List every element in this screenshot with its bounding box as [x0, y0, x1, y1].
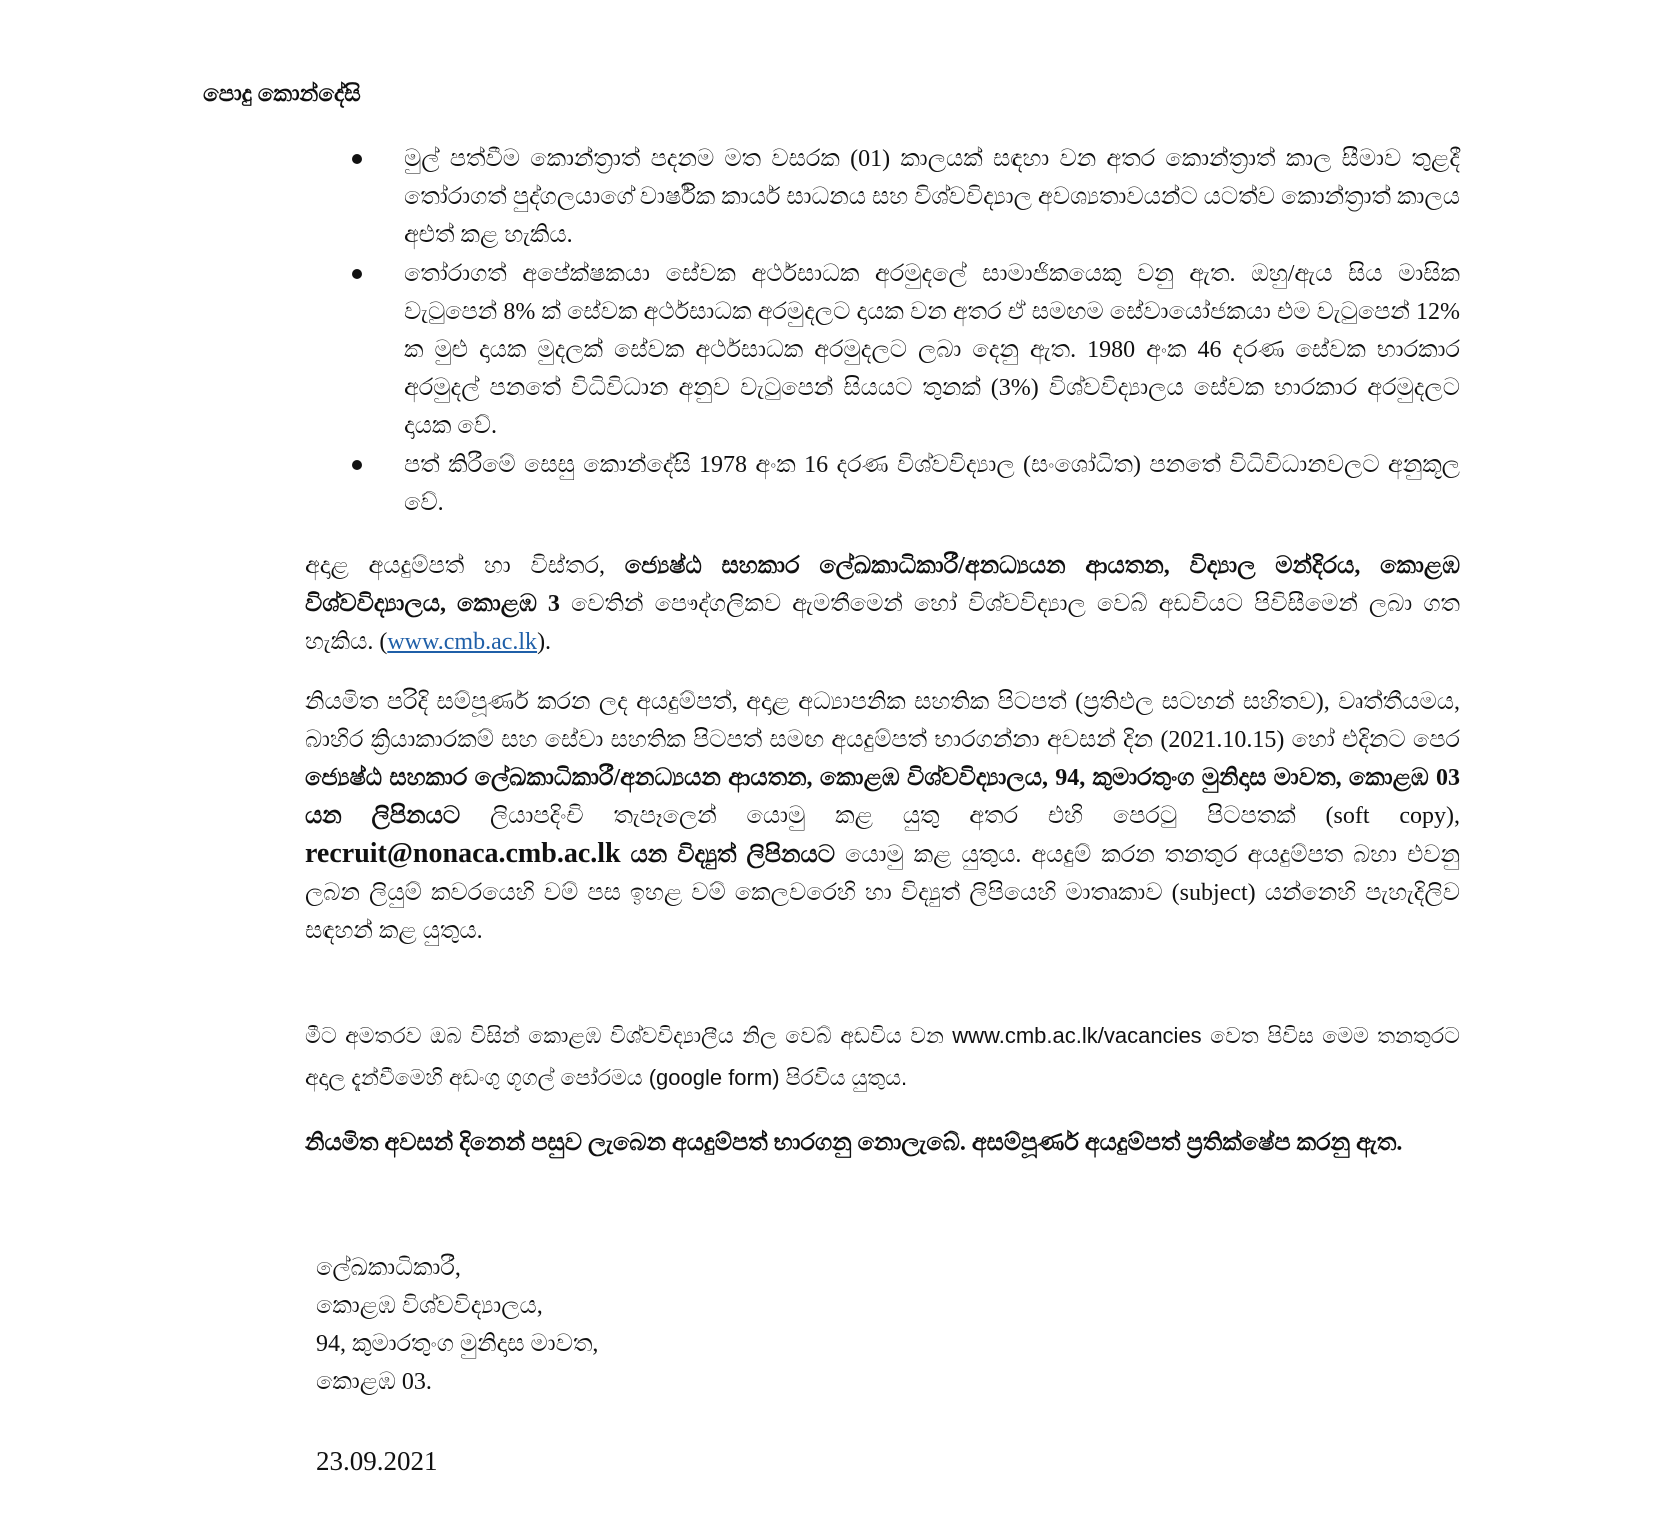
application-text: නියමිත පරිදි සම්පූර්ණ කරන ලද අයදුම්පත්, අදාළ අධ්‍යාපනික සහතික පිටපත් (ප්‍රතිඵල සටහන් සහිතව), වෘත්තීයමය, බාහිර ක්‍රියාකාරකම් සහ සේවා සහතික පිටපත් සමඟ අයදුම්පත් භාරගන්නා අවසන් දින (2021.10.15) හෝ එදිනට පෙර: [305, 689, 1460, 753]
condition-text: මුල් පත්වීම කොන්ත්‍රාත් පදනම මත වසරක (01) කාලයක් සඳහා වන අතර කොන්ත්‍රාත් කාල සීමාව තුළදී තෝරාගත් පුද්ගලයාගේ වාර්ෂික කාර්ය සාධනය සහ විශ්වවිද්‍යාල අවශ්‍යතාවයන්ට යටත්ව කොන්ත්‍රාත් කාලය අළුත් කළ හැකිය.: [404, 146, 1460, 248]
details-text: ).: [537, 629, 552, 655]
email-label: යන විද්‍යුත් ලිපිනයට: [620, 842, 836, 868]
address-line: 94, කුමාරතුංග මුනිදාස මාවත,: [316, 1331, 599, 1357]
condition-item: [352, 255, 1460, 445]
signature-address: [316, 1249, 598, 1401]
application-paragraph: [305, 683, 1460, 950]
application-text: ලියාපදිංචි තැපෑලෙන් යොමු කළ යුතු අතර එහි පෙරටු පිටපතක් (soft copy),: [460, 803, 1460, 829]
application-address: ජ්‍යෙෂ්ඨ සහකාර ලේඛකාධිකාරී/අනධ්‍යයන ආයතන, කොළඹ විශ්වවිද්‍යාලය, 94, කුමාරතුංග මුනිදාස මාවත, කොළඹ 03 යන ලිපිනයට: [305, 765, 1460, 829]
condition-item: [352, 140, 1460, 254]
details-office: ජ්‍යෙෂ්ඨ සහකාර ලේඛකාධිකාරී/අනධ්‍යයන ආයතන, විද්‍යාල මන්දිරය, කොළඹ විශ්වවිද්‍යාලය, කොළඹ 3: [305, 553, 1460, 617]
application-text: යොමු කළ යුතුය. අයදුම් කරන තනතුර අයදුම්පත බහා එවනු ලබන ලියුම් කවරයෙහි වම් පස ඉහළ වම් කෙලවරෙහි හා විද්‍යුත් ලිපියෙහි මාතෘකාව (subject) යන්නෙහි පැහැදිලිව සඳහන් කළ යුතුය.: [305, 842, 1460, 944]
bullet-icon: [352, 269, 362, 279]
bullet-icon: [352, 460, 362, 470]
address-line: කොළඹ විශ්වවිද්‍යාලය,: [316, 1293, 543, 1319]
document-date: 23.09.2021: [316, 1446, 438, 1476]
condition-text: පත් කිරීමේ සෙසු කොන්දේසි 1978 අංක 16 දරණ විශ්වවිද්‍යාල (සංශෝධිත) පනතේ විධිවිධානවලට අනුකූල වේ.: [404, 452, 1460, 516]
address-line: කොළඹ 03.: [316, 1369, 432, 1395]
details-text: අදාළ අයදුම්පත් හා විස්තර,: [305, 553, 625, 579]
website-link[interactable]: www.cmb.ac.lk: [387, 629, 538, 655]
conditions-list: [352, 140, 1460, 523]
condition-item: [352, 446, 1460, 522]
address-line: ලේඛකාධිකාරී,: [316, 1255, 461, 1281]
condition-text: තෝරාගත් අපේක්ෂකයා සේවක අර්ථසාධක අරමුදලේ සාමාජිකයෙකු වනු ඇත. ඔහු/ඇය සිය මාසික වැටුපෙන් 8% ක් සේවක අර්ථසාධක අරමුදලට දායක වන අතර ඒ සමඟම සේවායෝජකයා එම වැටුපෙන් 12% ක මුළු දායක මුදලක් සේවක අර්ථසාධක අරමුදලට ලබා දෙනු ඇත. 1980 අංක 46 දරණ සේවක භාරකාර අරමුදල් පනතේ විධිවිධාන අනුව වැටුපෙන් සියයට තුනක් (3%) විශ්වවිද්‍යාලය සේවක භාරකාර අරමුදලට දායක වේ.: [404, 261, 1460, 439]
recruit-email[interactable]: recruit@nonaca.cmb.ac.lk: [305, 838, 621, 869]
deadline-notice: නියමිත අවසන් දිනෙන් පසුව ලැබෙන අයදුම්පත් භාරගනු නොලැබේ. අසම්පූර්ණ අයදුම්පත් ප්‍රතික්ෂේප කරනු ඇත.: [305, 1130, 1403, 1156]
google-form-paragraph: මීට අමතරව ඔබ විසින් කොළඹ විශ්වවිද්‍යාලීය නිල වෙබ් අඩවිය වන www.cmb.ac.lk/vacancies වෙත පිවිස මෙම තනතුරට අදාල දැන්වීමෙහි අඩංගු ගූගල් පෝරමය (google form) පිරවිය යුතුය.: [305, 1023, 1460, 1090]
section-heading: පොදු කොන්දේසි: [203, 81, 361, 106]
bullet-icon: [352, 154, 362, 164]
details-paragraph: [305, 547, 1460, 661]
details-text: වෙතින් පෞද්ගලිකව ඇමතීමෙන් හෝ විශ්වවිද්‍යාල වෙබ් අඩවියට පිවිසීමෙන් ලබා ගත හැකිය. (: [305, 591, 1460, 655]
